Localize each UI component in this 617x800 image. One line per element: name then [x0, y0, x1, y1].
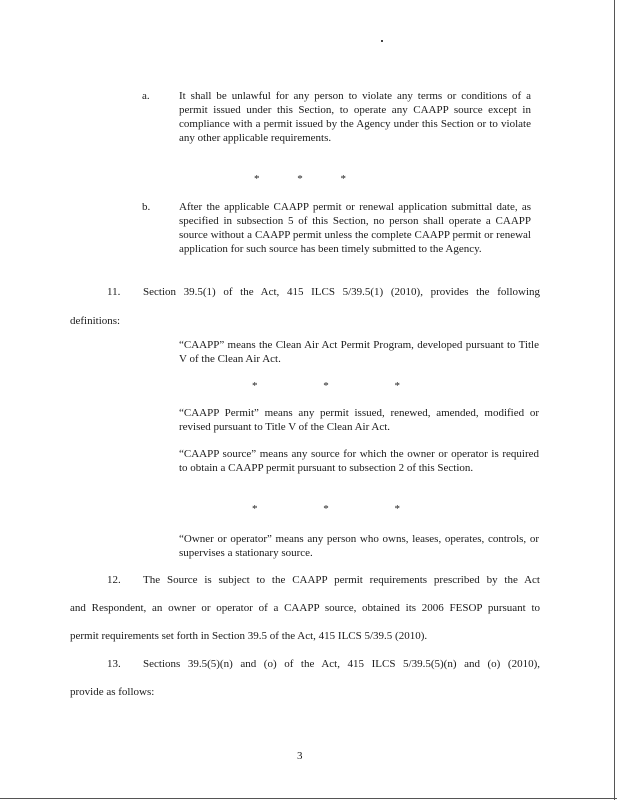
- para-13-line-1: Sections 39.5(5)(n) and (o) of the Act, 415 ILCS 5/39.5(5)(n) and (o) (2010),: [143, 658, 540, 670]
- page-number: 3: [297, 750, 303, 762]
- star: *: [394, 380, 400, 392]
- para-12-line-2: and Respondent, an owner or operator of a CAAPP source, obtained its 2006 FESOP pursuant to: [70, 602, 540, 614]
- ellipsis-stars-2: [252, 379, 400, 393]
- para-11-first-line: Section 39.5(1) of the Act, 415 ILCS 5/39.5(1) (2010), provides the following: [143, 286, 540, 298]
- star: *: [252, 380, 258, 392]
- scan-speck: [381, 40, 383, 42]
- item-b-text: After the applicable CAAPP permit or renewal application submittal date, as specified in subsection 5 of this Section, no person shall operate a CAAPP source without a CAAPP permit unless the complete CAAPP permit or renewal application for such source has been timely submitted to the Agency.: [179, 201, 531, 255]
- para-11-second-line: definitions:: [70, 315, 121, 327]
- star: *: [323, 503, 329, 515]
- para-12-line-1: The Source is subject to the CAAPP permit requirements prescribed by the Act: [143, 574, 540, 586]
- star: *: [254, 173, 260, 185]
- definition-owner-operator: “Owner or operator” means any person who owns, leases, operates, controls, or supervises a stationary source.: [179, 533, 539, 559]
- star: *: [297, 173, 303, 185]
- item-a-letter: a.: [142, 90, 150, 102]
- para-12-number: 12.: [107, 574, 121, 586]
- page-edge-bottom: [0, 798, 617, 799]
- definition-caapp: “CAAPP” means the Clean Air Act Permit Program, developed pursuant to Title V of the Clean Air Act.: [179, 339, 539, 365]
- definition-caapp-permit: “CAAPP Permit” means any permit issued, renewed, amended, modified or revised pursuant to Title V of the Clean Air Act.: [179, 407, 539, 433]
- ellipsis-stars-3: [252, 502, 400, 516]
- page-edge-right: [614, 0, 615, 800]
- star: *: [340, 173, 346, 185]
- para-12-line-3: permit requirements set forth in Section 39.5 of the Act, 415 ILCS 5/39.5 (2010).: [70, 630, 428, 642]
- star: *: [323, 380, 329, 392]
- definition-caapp-source: “CAAPP source” means any source for which the owner or operator is required to obtain a CAAPP permit pursuant to subsection 2 of this Section.: [179, 448, 539, 474]
- star: *: [252, 503, 258, 515]
- item-a-text: It shall be unlawful for any person to violate any terms or conditions of a permit issued under this Section, to operate any CAAPP source except in compliance with a permit issued by the Agency under this Section or to violate any other applicable requirements.: [179, 90, 531, 144]
- item-b-letter: b.: [142, 201, 151, 213]
- para-13-number: 13.: [107, 658, 121, 670]
- para-13-line-2: provide as follows:: [70, 686, 155, 698]
- star: *: [394, 503, 400, 515]
- ellipsis-stars-1: [254, 172, 346, 186]
- para-11-number: 11.: [107, 286, 121, 298]
